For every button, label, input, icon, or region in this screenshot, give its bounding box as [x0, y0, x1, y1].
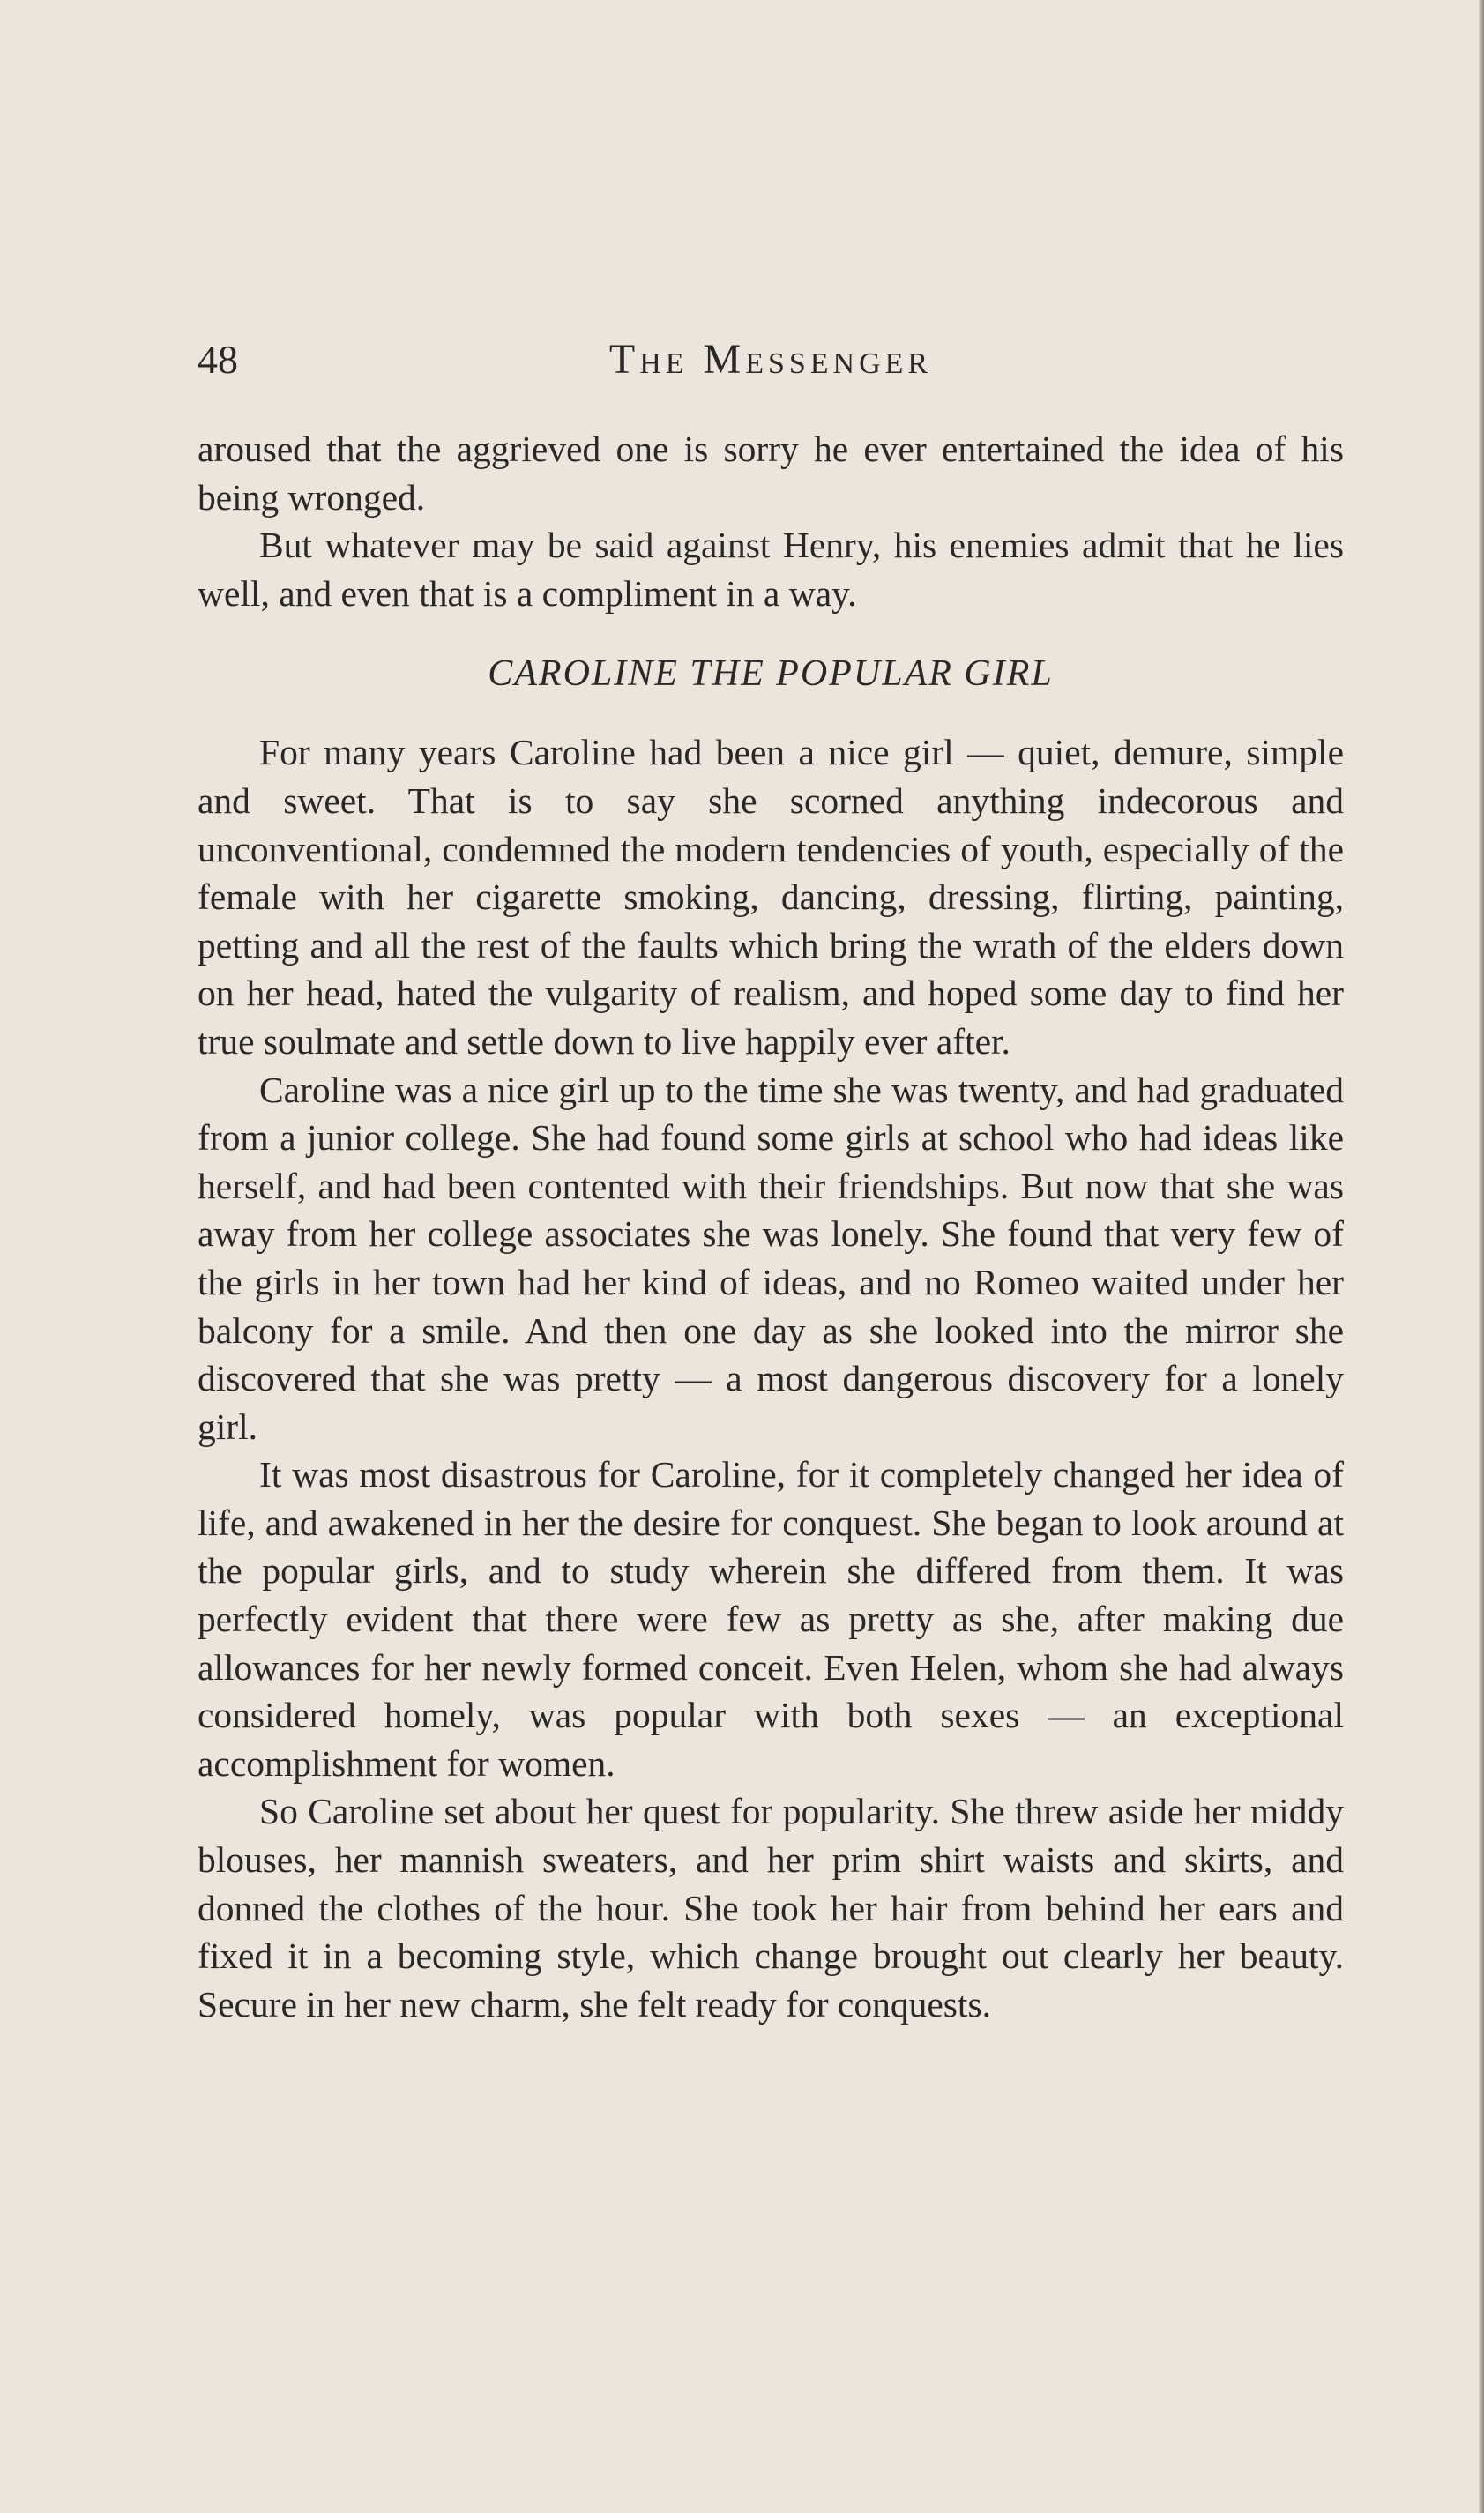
- section-title: CAROLINE THE POPULAR GIRL: [488, 653, 1054, 695]
- paragraph: It was most disastrous for Caroline, for it completely changed her idea of life, and awakened in her the desire for conquest. She began to look around at the popular girls, and to study wherein she differed from them. It was perfectly evident that there were few as pretty as she, after making due allowances for her newly formed conceit. Even Helen, whom she had always considered homely, was popular with both sexes — an exceptional accomplishment for women.: [198, 1454, 1344, 1784]
- paragraph: For many years Caroline had been a nice girl — quiet, demure, simple and sweet. That is to say she scorned anything indecorous and unconventional, condemned the modern tendencies of youth, especially of the female with her cigarette smoking, dancing, dressing, flirting, painting, petting and all the rest of the faults which bring the wrath of the elders down on her head, hated the vulgarity of realism, and hoped some day to find her true soulmate and settle down to live happily ever after.: [198, 732, 1344, 1062]
- running-title: The Messenger: [608, 336, 933, 383]
- body-text: [198, 425, 1344, 2028]
- page-header: [198, 333, 1344, 386]
- page-edge: [1479, 0, 1484, 2513]
- page-number: 48: [198, 337, 238, 382]
- paragraph: So Caroline set about her quest for popularity. She threw aside her middy blouses, her mannish sweaters, and her prim shirt waists and skirts, and donned the clothes of the hour. She took her hair from behind her ears and fixed it in a becoming style, which change brought out clearly her beauty. Secure in her new charm, she felt ready for conquests.: [198, 1791, 1344, 2025]
- paragraph: Caroline was a nice girl up to the time she was twenty, and had graduated from a junior college. She had found some girls at school who had ideas like herself, and had been contented with their friendships. But now that she was away from her college associates she was lonely. She found that very few of the girls in her town had her kind of ideas, and no Romeo waited under her balcony for a smile. And then one day as she looked into the mirror she discovered that she was pretty — a most dangerous discovery for a lonely girl.: [198, 1069, 1344, 1447]
- paragraph: But whatever may be said against Henry, his enemies admit that he lies well, and even that is a compliment in a way.: [198, 525, 1344, 614]
- paragraph: aroused that the aggrieved one is sorry he ever entertained the idea of his being wronged.: [198, 429, 1344, 518]
